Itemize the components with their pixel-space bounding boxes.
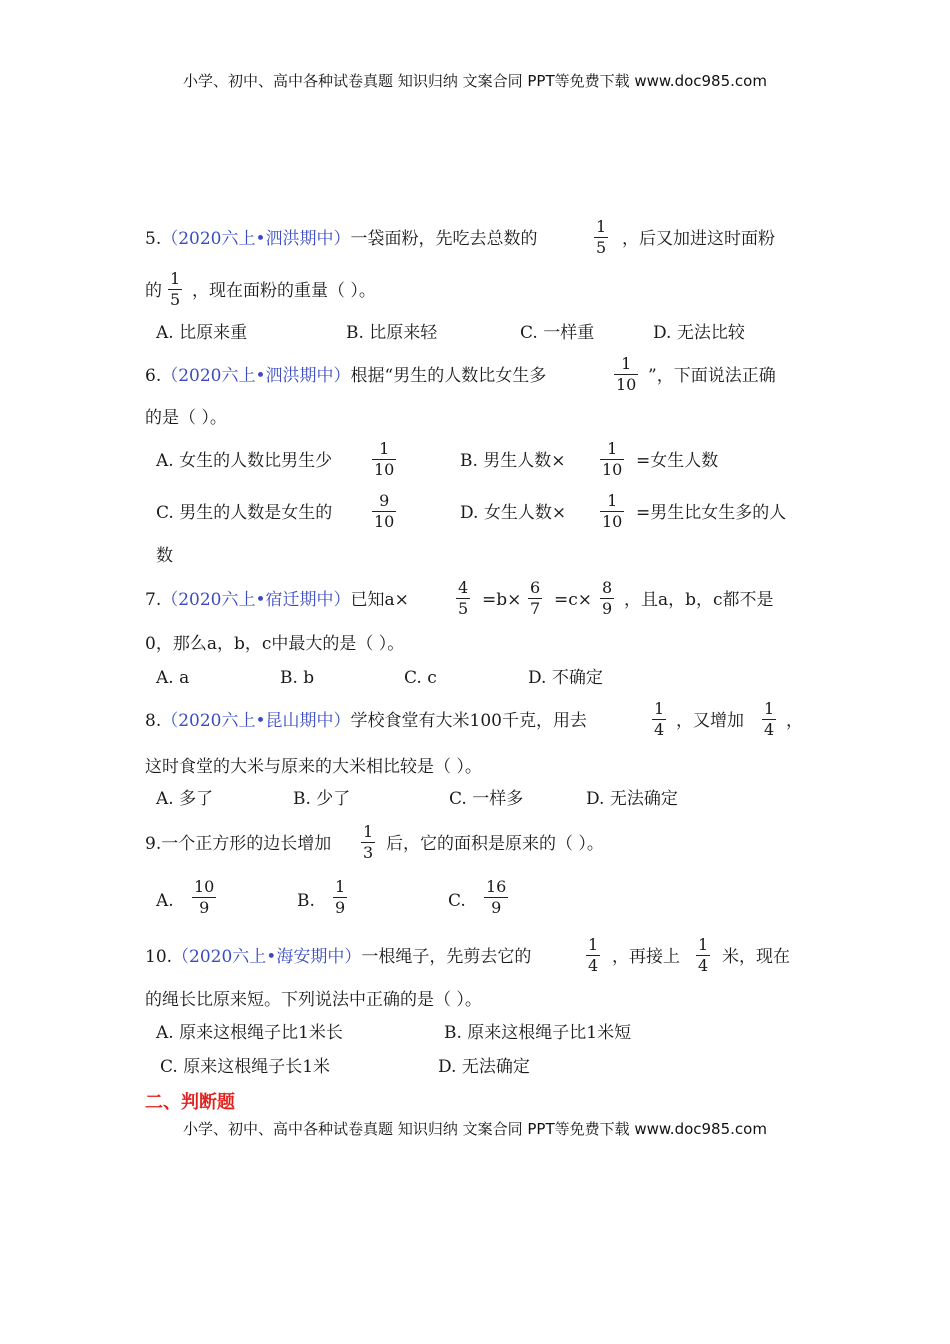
- q7-text5: 0，那么a，b，c中最大的是（ ）。: [145, 634, 405, 654]
- q8-option-a: A. 多了: [156, 789, 214, 809]
- q7-option-b: B. b: [280, 668, 315, 688]
- q9-text1: 9.一个正方形的边长增加: [145, 834, 332, 854]
- q7-text2: =b×: [482, 590, 522, 610]
- q8-text3: ，: [786, 711, 803, 731]
- q10-source: （2020六上•海安期中）: [172, 947, 362, 967]
- q7-text4: ，且a，b，c都不是: [624, 590, 774, 610]
- q10-fraction2: 1 4: [698, 935, 709, 975]
- q6-text3: 的是（ ）。: [145, 408, 227, 428]
- q7-text1: 已知a×: [350, 590, 409, 610]
- page-header: 小学、初中、高中各种试卷真题 知识归纳 文案合同 PPT等免费下载 www.doc985.com: [183, 72, 767, 90]
- q6-option-a: A. 女生的人数比男生少: [156, 451, 333, 471]
- q6-option-a-fraction: 1 10: [374, 439, 395, 479]
- q9-option-a: A.: [156, 891, 174, 911]
- q7-number: 7.: [145, 590, 162, 610]
- q8-line1: [145, 710, 587, 732]
- q7-fraction2: 6 7: [530, 578, 541, 618]
- q8-text1: 学校食堂有大米100千克，用去: [350, 711, 587, 731]
- page-footer: 小学、初中、高中各种试卷真题 知识归纳 文案合同 PPT等免费下载 www.doc985.com: [183, 1120, 767, 1138]
- q6-option-d-tail: =男生比女生多的人: [636, 503, 787, 523]
- q9-text2: 后，它的面积是原来的（ ）。: [386, 834, 604, 854]
- q5-line1: [145, 228, 538, 250]
- q8-option-d: D. 无法确定: [586, 789, 678, 809]
- q10-option-d: D. 无法确定: [438, 1057, 530, 1077]
- q9-option-a-fraction: 10 9: [194, 877, 215, 917]
- q5-number: 5.: [145, 229, 162, 249]
- q6-source: （2020六上•泗洪期中）: [161, 366, 351, 386]
- q10-option-b: B. 原来这根绳子比1米短: [444, 1023, 632, 1043]
- q7-text3: =c×: [554, 590, 593, 610]
- q5-text3: 的: [145, 281, 162, 301]
- q5-option-a: A. 比原来重: [156, 323, 248, 343]
- q7-source: （2020六上•宿迁期中）: [161, 590, 351, 610]
- q8-number: 8.: [145, 711, 162, 731]
- q5-text4: ，现在面粉的重量（ ）。: [192, 281, 376, 301]
- q6-fraction: 1 10: [616, 354, 637, 394]
- q10-option-c: C. 原来这根绳子长1米: [160, 1057, 331, 1077]
- q10-text1: 一根绳子，先剪去它的: [361, 947, 532, 967]
- q6-option-c: C. 男生的人数是女生的: [156, 503, 333, 523]
- q9-fraction: 1 3: [363, 822, 374, 862]
- q6-option-b-fraction: 1 10: [602, 439, 623, 479]
- q7-option-c: C. c: [404, 668, 437, 688]
- q6-number: 6.: [145, 366, 162, 386]
- q5-source: （2020六上•泗洪期中）: [161, 229, 351, 249]
- q6-option-c-fraction: 9 10: [374, 491, 395, 531]
- q5-fraction1: 1 5: [596, 217, 607, 257]
- q6-line1: [145, 365, 546, 387]
- q6-option-b: B. 男生人数×: [460, 451, 566, 471]
- q5-text1: 一袋面粉，先吃去总数的: [350, 229, 538, 249]
- q6-option-b-tail: =女生人数: [636, 451, 719, 471]
- q10-number: 10.: [145, 947, 173, 967]
- q7-fraction3: 8 9: [602, 578, 613, 618]
- q5-option-c: C. 一样重: [520, 323, 595, 343]
- q6-text2: ”，下面说法正确: [648, 366, 776, 386]
- q7-option-d: D. 不确定: [528, 668, 603, 688]
- q8-text2: ，又增加: [676, 711, 744, 731]
- q10-fraction1: 1 4: [588, 935, 599, 975]
- q5-text2: ，后又加进这时面粉: [622, 229, 775, 249]
- q8-fraction2: 1 4: [764, 699, 775, 739]
- q8-option-b: B. 少了: [293, 789, 351, 809]
- q7-fraction1: 4 5: [458, 578, 469, 618]
- q5-option-b: B. 比原来轻: [346, 323, 438, 343]
- q6-option-d-wrap: 数: [156, 546, 173, 566]
- q8-option-c: C. 一样多: [449, 789, 524, 809]
- q7-line1: [145, 589, 409, 611]
- q10-line1: [145, 946, 531, 968]
- q10-option-a: A. 原来这根绳子比1米长: [156, 1023, 343, 1043]
- q7-option-a: A. a: [156, 668, 190, 688]
- q9-option-c-fraction: 16 9: [486, 877, 507, 917]
- q8-text4: 这时食堂的大米与原来的大米相比较是（ ）。: [145, 757, 482, 777]
- section-heading: 二、判断题: [145, 1092, 235, 1113]
- q5-fraction2: 1 5: [170, 269, 181, 309]
- q6-option-d-fraction: 1 10: [602, 491, 623, 531]
- q6-text1: 根据“男生的人数比女生多: [350, 366, 547, 386]
- q8-source: （2020六上•昆山期中）: [161, 711, 351, 731]
- q5-option-d: D. 无法比较: [653, 323, 745, 343]
- q6-option-d: D. 女生人数×: [460, 503, 567, 523]
- q10-text4: 的绳长比原来短。下列说法中正确的是（ ）。: [145, 990, 482, 1010]
- q9-option-b: B.: [297, 891, 315, 911]
- q9-option-b-fraction: 1 9: [335, 877, 346, 917]
- q10-text2: ，再接上: [612, 947, 680, 967]
- q8-fraction1: 1 4: [654, 699, 665, 739]
- q10-text3: 米，现在: [722, 947, 790, 967]
- q9-option-c: C.: [448, 891, 466, 911]
